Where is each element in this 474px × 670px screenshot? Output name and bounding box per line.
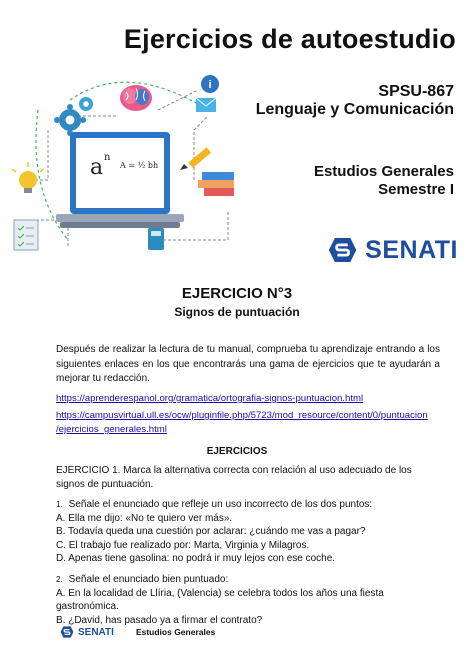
question-number: 1. — [56, 500, 63, 509]
link-campusvirtual[interactable] — [56, 409, 436, 437]
small-gear-icon — [79, 97, 93, 111]
senati-logo-text: SENATI — [365, 235, 458, 264]
brain-icon — [120, 85, 152, 111]
document-title: Ejercicios de autoestudio — [123, 24, 456, 54]
senati-logo — [328, 232, 458, 268]
question-2-prompt — [56, 573, 440, 587]
svg-text:i: i — [208, 79, 212, 91]
course-name: Lenguaje y Comunicación — [255, 101, 454, 118]
exercise-1-instruction: EJERCICIO 1. Marca la alternativa correcta con relación al uso adecuado de los signos de puntuación. — [56, 465, 412, 490]
link-campusvirtual-line2[interactable]: /ejercicios_generales.html — [56, 424, 167, 435]
question-text: Señale el enunciado bien puntuado: — [68, 574, 229, 585]
exercises-heading: EJERCICIOS — [206, 446, 268, 457]
board-formula-a: a — [90, 155, 104, 180]
checklist-icon — [14, 220, 38, 250]
footer-logo-mark — [60, 626, 74, 638]
program-name: Estudios Generales — [313, 163, 454, 180]
option-d: D. Apenas tiene gasolina: no podrá ir muy lejos con ese coche. — [56, 553, 336, 565]
board-formula-area: A = ½ bh — [120, 161, 159, 170]
question-1-prompt — [56, 498, 440, 512]
question-1 — [56, 498, 440, 566]
exercise-heading: EJERCICIO N°3 — [181, 285, 293, 302]
footer-logo-text: SENATI — [78, 626, 114, 638]
option-c: C. El trabajo fue realizado por: Marta, Virginia y Milagros. — [56, 539, 310, 551]
laptop-icon — [56, 132, 184, 228]
link-campusvirtual-line1[interactable]: https://campusvirtual.ull.es/ocw/pluginfile.php/5723/mod_resource/content/0/puntuacion — [56, 410, 428, 421]
board-formula-exponent: n — [104, 152, 111, 163]
semester-label: Semestre I — [378, 181, 454, 198]
option-b: B. Todavía queda una cuestión por aclarar: ¿cuándo me vas a pagar? — [56, 526, 366, 538]
calculator-icon — [148, 228, 164, 250]
intro-paragraph: Después de realizar la lectura de tu manual, comprueba tu aprendizaje entrando a los siguientes enlaces en los que encontrarás una gama de ejercicios que te ayudarán a mejorar tu redacción. — [56, 344, 440, 384]
page-footer — [60, 622, 360, 642]
question-number: 2. — [56, 575, 63, 584]
mail-icon — [196, 98, 216, 112]
link-aprenderespanol[interactable]: https://aprenderespanol.org/gramatica/ortografia-signos-puntuacion.html — [56, 393, 364, 404]
option-a: A. En la localidad de Llíria, (Valencia) se celebra todos los años una fiesta gastronómica. — [56, 587, 384, 613]
option-a: A. Ella me dijo: «No te quiero ver más». — [56, 512, 233, 524]
question-2 — [56, 573, 440, 627]
course-code: SPSU-867 — [378, 83, 454, 100]
info-icon — [201, 75, 219, 93]
connector-line — [36, 130, 48, 180]
education-illustration — [8, 70, 240, 266]
pencil-icon — [180, 147, 211, 170]
footer-label: Estudios Generales — [135, 627, 216, 637]
books-icon — [198, 172, 234, 196]
option-b: B. ¿David, has pasado ya a firmar el contrato? — [56, 614, 263, 626]
question-text: Señale el enunciado que refleje un uso incorrecto de los dos puntos: — [68, 499, 373, 510]
senati-logo-mark — [328, 235, 357, 265]
exercise-subheading: Signos de puntuación — [174, 305, 300, 319]
